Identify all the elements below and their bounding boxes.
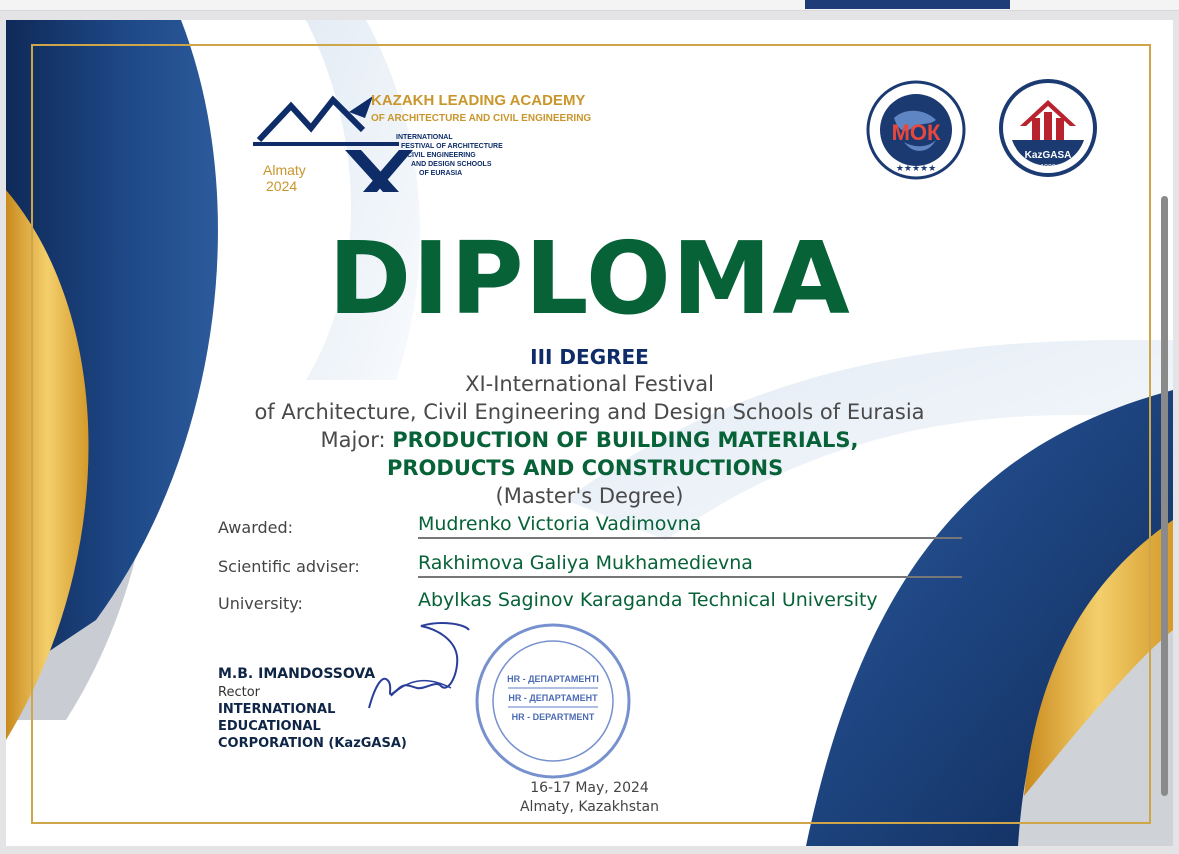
- org-line1: INTERNATIONAL: [218, 702, 336, 717]
- vertical-scrollbar[interactable]: [1161, 196, 1168, 796]
- rector-role: Rector: [218, 685, 260, 700]
- stamp-line2: HR - ДЕПАРТАМЕНТ: [508, 693, 598, 703]
- diploma-certificate: [6, 20, 1173, 846]
- festival-small-3: CIVIL ENGINEERING: [407, 152, 476, 159]
- mok-logo: [864, 78, 968, 182]
- university-value: Abylkas Saginov Karaganda Technical University: [418, 589, 878, 611]
- awarded-underline: [418, 537, 962, 539]
- hr-department-stamp: [472, 620, 634, 782]
- stamp-line3: HR - DEPARTMENT: [511, 712, 595, 722]
- kazgasa-logo-text: KazGASA: [1024, 150, 1072, 161]
- major-value-line2: PRODUCTS AND CONSTRUCTIONS: [387, 456, 784, 480]
- festival-line2: of Architecture, Civil Engineering and Design Schools of Eurasia: [254, 400, 925, 424]
- logo-city: Almaty: [263, 162, 306, 178]
- awarded-value: Mudrenko Victoria Vadimovna: [418, 513, 702, 535]
- org-line2: EDUCATIONAL: [218, 719, 321, 734]
- adviser-underline: [418, 576, 962, 578]
- event-date: 16-17 May, 2024: [530, 780, 649, 796]
- svg-text:★★★★★: ★★★★★: [895, 164, 937, 174]
- top-strip-band: [805, 0, 1010, 9]
- university-label: University:: [218, 594, 303, 613]
- adviser-label: Scientific adviser:: [218, 557, 360, 576]
- rector-name: M.B. IMANDOSSOVA: [218, 666, 376, 682]
- diploma-title: DIPLOMA: [328, 220, 851, 337]
- festival-small-2: FESTIVAL OF ARCHITECTURE: [401, 143, 503, 150]
- kazgasa-logo-year: 1980: [1040, 164, 1056, 171]
- major-label: Major:: [320, 428, 393, 452]
- academy-logo: [253, 92, 613, 202]
- degree-level: III DEGREE: [530, 345, 649, 369]
- major-line: [6, 428, 1173, 452]
- academy-name-line1: KAZAKH LEADING ACADEMY: [371, 92, 586, 109]
- festival-small-4: AND DESIGN SCHOOLS: [411, 161, 492, 168]
- major-value-line1: PRODUCTION OF BUILDING MATERIALS,: [392, 428, 859, 452]
- org-line3: CORPORATION (KazGASA): [218, 736, 407, 751]
- logo-year: 2024: [266, 178, 298, 194]
- festival-small-1: INTERNATIONAL: [396, 134, 453, 141]
- academy-name-line2: OF ARCHITECTURE AND CIVIL ENGINEERING: [371, 113, 592, 124]
- rector-signature: [361, 616, 481, 716]
- kazgasa-logo: [998, 78, 1098, 178]
- mok-logo-text: МОК: [891, 120, 941, 145]
- festival-line1: XI-International Festival: [465, 372, 714, 396]
- event-place: Almaty, Kazakhstan: [519, 799, 659, 815]
- adviser-value: Rakhimova Galiya Mukhamedievna: [418, 552, 753, 574]
- awarded-label: Awarded:: [218, 518, 294, 537]
- degree-type: (Master's Degree): [495, 484, 684, 508]
- browser-top-strip: [0, 0, 1179, 11]
- stamp-line1: HR - ДЕПАРТАМЕНТІ: [507, 674, 599, 684]
- festival-small-5: OF EURASIA: [419, 170, 463, 177]
